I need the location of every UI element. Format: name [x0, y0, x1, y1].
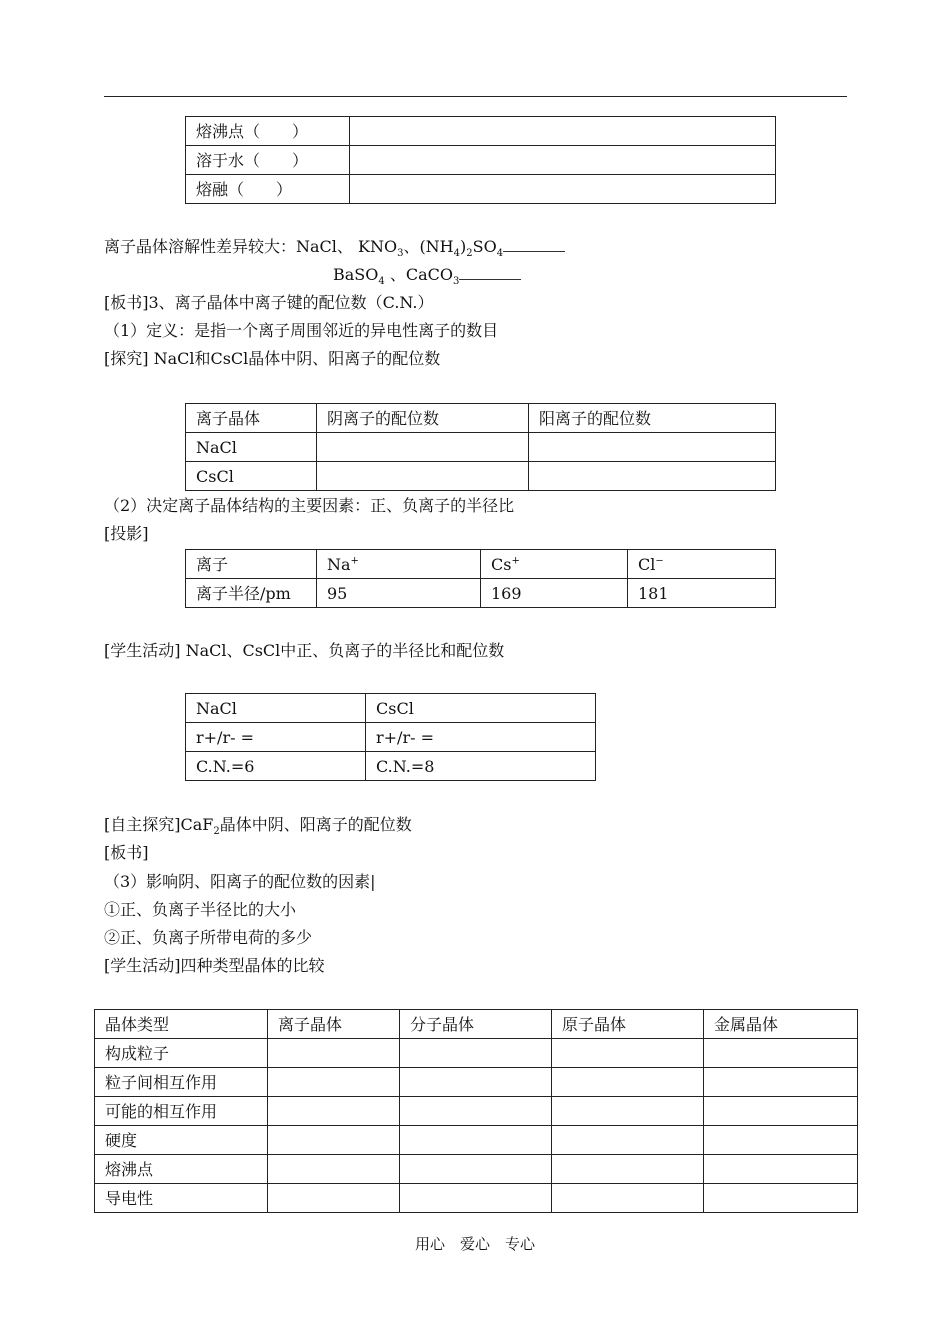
- table-cell: [400, 1184, 552, 1213]
- text: 离子晶体溶解性差异较大：NaCl、 KNO: [104, 237, 398, 256]
- explore-line: [探究] NaCl和CsCl晶体中阴、阳离子的配位数: [104, 349, 441, 368]
- table-row: [186, 146, 776, 175]
- table-cell: [268, 1097, 400, 1126]
- answer-blank: [459, 265, 521, 280]
- row-label: 熔沸点（ ）: [186, 117, 350, 146]
- table-cell: [529, 462, 776, 491]
- table-row: [186, 694, 596, 723]
- row-value: [350, 146, 776, 175]
- header-cell: 金属晶体: [704, 1010, 858, 1039]
- table-cell: CsCl: [366, 694, 596, 723]
- table-cell: [317, 550, 481, 579]
- table-cell: [704, 1184, 858, 1213]
- subscript: 4: [496, 248, 504, 260]
- table-row: [95, 1126, 858, 1155]
- radius-ratio-table: [185, 693, 596, 781]
- table-cell: [268, 1126, 400, 1155]
- table-cell: NaCl: [186, 433, 317, 462]
- table-cell: [400, 1039, 552, 1068]
- table-cell: [552, 1039, 704, 1068]
- table-row: [186, 579, 776, 608]
- ion-radius-table: [185, 549, 776, 608]
- table-cell: [268, 1155, 400, 1184]
- melting-property-table: [185, 116, 776, 204]
- table-row: [95, 1155, 858, 1184]
- factor-line: （2）决定离子晶体结构的主要因素：正、负离子的半径比: [104, 496, 515, 515]
- row-label: 粒子间相互作用: [95, 1068, 268, 1097]
- table-row: [186, 462, 776, 491]
- table-cell: [552, 1126, 704, 1155]
- table-cell: [481, 550, 628, 579]
- table-cell: [317, 462, 529, 491]
- table-cell: [552, 1155, 704, 1184]
- ion-symbol: Cl: [638, 554, 656, 574]
- header-cell: 分子晶体: [400, 1010, 552, 1039]
- page-footer: 用心 爱心 专心: [414, 1235, 535, 1253]
- header-cell: 离子晶体: [268, 1010, 400, 1039]
- subscript: 2: [466, 248, 473, 260]
- subscript: 3: [452, 276, 460, 288]
- solubility-line-2: [333, 264, 521, 286]
- text: SO: [472, 237, 497, 256]
- text: 、(NH: [403, 237, 454, 256]
- subscript: 2: [213, 826, 220, 838]
- row-label: 可能的相互作用: [95, 1097, 268, 1126]
- table-cell: [628, 550, 776, 579]
- charge: +: [350, 555, 359, 567]
- table-cell: [529, 433, 776, 462]
- table-row: [186, 752, 596, 781]
- section-heading: [板书]3、离子晶体中离子键的配位数（C.N.）: [104, 293, 434, 312]
- table-cell: 169: [481, 579, 628, 608]
- table-cell: [704, 1126, 858, 1155]
- ion-symbol: Na: [327, 554, 351, 574]
- definition-line: （1）定义：是指一个离子周围邻近的异电性离子的数目: [104, 321, 499, 340]
- table-row: [186, 550, 776, 579]
- influence-line: （3）影响阴、阳离子的配位数的因素|: [104, 872, 376, 891]
- text: 、CaCO: [384, 265, 453, 284]
- ion-symbol: Cs: [491, 554, 512, 574]
- table-cell: [400, 1097, 552, 1126]
- table-cell: r+/r- =: [366, 723, 596, 752]
- table-cell: CsCl: [186, 462, 317, 491]
- table-cell: [400, 1155, 552, 1184]
- table-header-row: [95, 1010, 858, 1039]
- row-label: 熔沸点: [95, 1155, 268, 1184]
- text: 晶体中阴、阳离子的配位数: [219, 815, 412, 834]
- coordination-table: [185, 403, 776, 491]
- table-cell: [552, 1068, 704, 1097]
- subscript: 4: [453, 248, 461, 260]
- table-row: [95, 1184, 858, 1213]
- table-row: [95, 1097, 858, 1126]
- student-activity-line: [学生活动] NaCl、CsCl中正、负离子的半径比和配位数: [104, 641, 505, 660]
- projection-label: [投影]: [104, 524, 149, 543]
- subscript: 3: [397, 248, 404, 260]
- table-cell: [317, 433, 529, 462]
- row-label: 熔融（ ）: [186, 175, 350, 204]
- table-cell: 181: [628, 579, 776, 608]
- table-cell: [704, 1039, 858, 1068]
- table-cell: [704, 1097, 858, 1126]
- text: [自主探究]CaF: [104, 815, 214, 834]
- solubility-line-1: [104, 236, 565, 258]
- table-cell: [268, 1039, 400, 1068]
- self-explore-line: [104, 814, 412, 836]
- header-cell: 原子晶体: [552, 1010, 704, 1039]
- header-cell: 晶体类型: [95, 1010, 268, 1039]
- header-cell: 阴离子的配位数: [317, 404, 529, 433]
- board-label: [板书]: [104, 843, 149, 862]
- row-value: [350, 117, 776, 146]
- table-row: [95, 1068, 858, 1097]
- row-label: 构成粒子: [95, 1039, 268, 1068]
- text: ): [460, 237, 467, 256]
- table-cell: [704, 1155, 858, 1184]
- crystal-comparison-table: [94, 1009, 858, 1213]
- table-cell: [268, 1184, 400, 1213]
- table-row: [186, 723, 596, 752]
- table-cell: r+/r- =: [186, 723, 366, 752]
- table-header-row: [186, 404, 776, 433]
- student-activity-line: [学生活动]四种类型晶体的比较: [104, 956, 325, 975]
- table-row: [186, 117, 776, 146]
- table-cell: 95: [317, 579, 481, 608]
- header-cell: 阳离子的配位数: [529, 404, 776, 433]
- table-cell: [552, 1184, 704, 1213]
- table-row: [95, 1039, 858, 1068]
- answer-blank: [503, 237, 565, 252]
- row-label: 导电性: [95, 1184, 268, 1213]
- row-value: [350, 175, 776, 204]
- table-cell: C.N.=8: [366, 752, 596, 781]
- point-1: ①正、负离子半径比的大小: [104, 900, 297, 919]
- point-2: ②正、负离子所带电荷的多少: [104, 928, 313, 947]
- row-label: 硬度: [95, 1126, 268, 1155]
- table-cell: NaCl: [186, 694, 366, 723]
- table-cell: [400, 1126, 552, 1155]
- header-cell: 离子晶体: [186, 404, 317, 433]
- table-cell: [704, 1068, 858, 1097]
- table-cell: 离子: [186, 550, 317, 579]
- charge: −: [655, 555, 664, 567]
- table-cell: [268, 1068, 400, 1097]
- table-cell: C.N.=6: [186, 752, 366, 781]
- row-label: 溶于水（ ）: [186, 146, 350, 175]
- table-cell: [400, 1068, 552, 1097]
- text: BaSO: [333, 265, 379, 284]
- table-row: [186, 433, 776, 462]
- header-rule: [104, 96, 847, 97]
- table-row: [186, 175, 776, 204]
- table-cell: [552, 1097, 704, 1126]
- subscript: 4: [378, 276, 385, 288]
- charge: +: [511, 555, 520, 567]
- table-cell: 离子半径/pm: [186, 579, 317, 608]
